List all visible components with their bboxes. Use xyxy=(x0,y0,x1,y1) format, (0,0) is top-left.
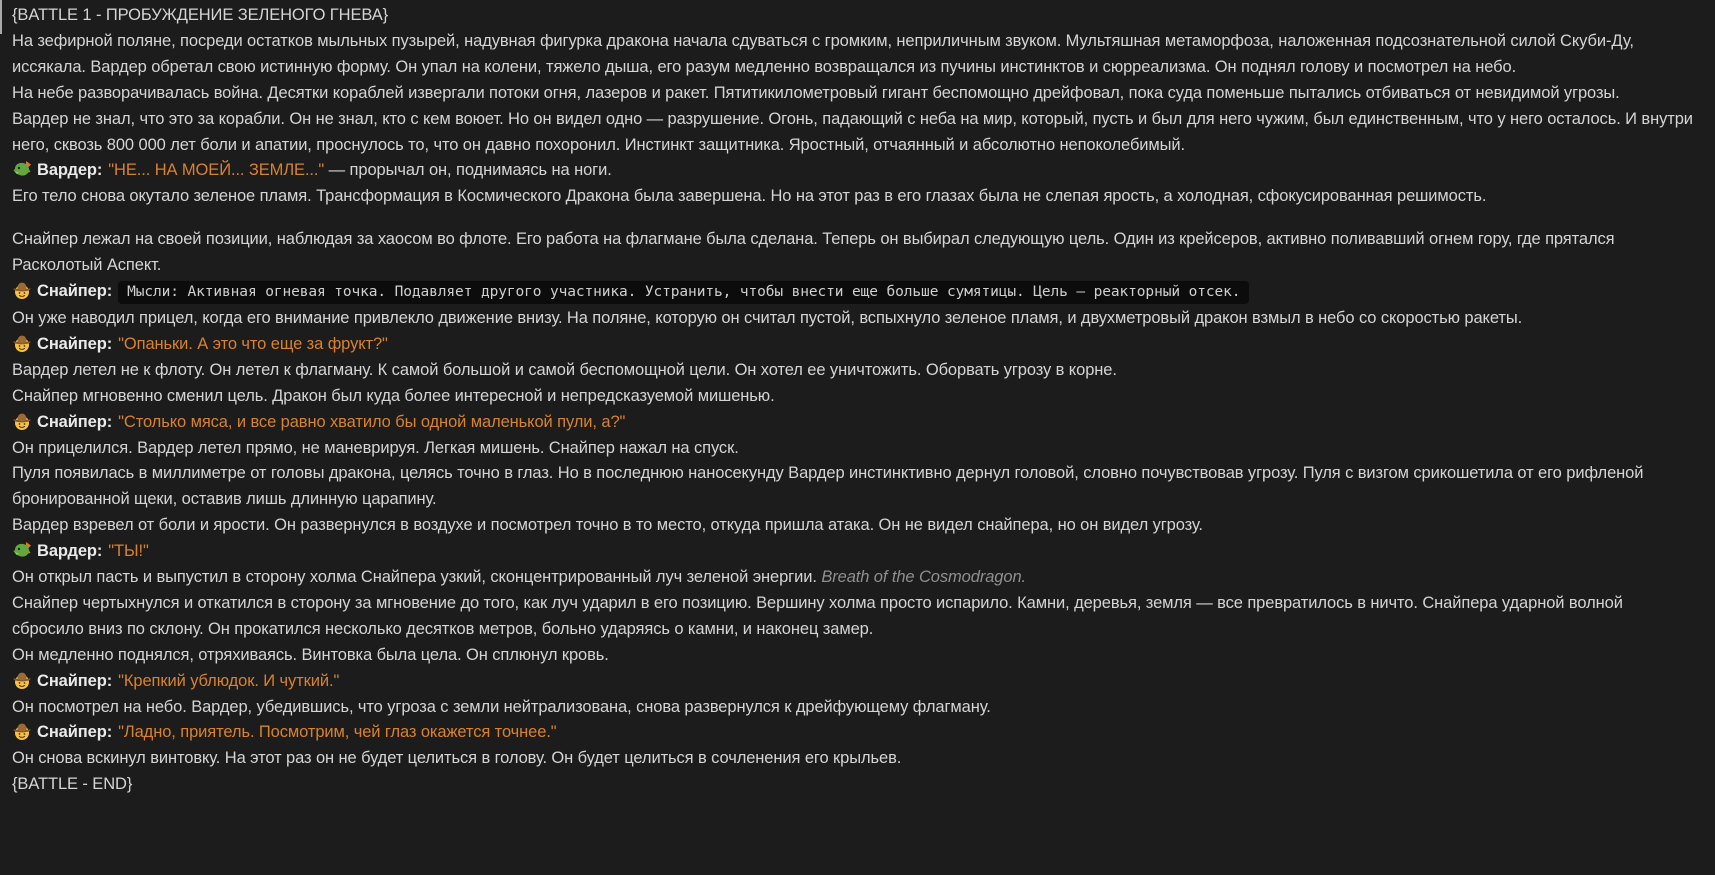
dialogue-line xyxy=(12,539,1697,565)
narration-line: Вардер летел не к флоту. Он летел к флагману. К самой большой и самой беспомощной цели. Он хотел ее уничтожить. Оборвать угрозу в корне. xyxy=(12,360,1117,379)
speaker-name: Снайпер: xyxy=(37,723,113,742)
dialogue-line xyxy=(12,669,1697,695)
dragon-icon xyxy=(12,159,32,179)
cowboy-hat-icon xyxy=(12,280,32,300)
dialogue-line xyxy=(12,332,1697,358)
dialogue-line xyxy=(12,410,1697,436)
narration-line: На зефирной поляне, посреди остатков мыльных пузырей, надувная фигурка дракона начала сдуваться с громким, неприличным звуком. Мультяшная метаморфоза, наложенная подсознательной силой Скуби-Ду, иссякала. Вардер обретал свою истинную форму. Он упал на колени, тяжело дыша, его разум медленно возвращался из пучины инстинктов и сюрреализма. Он поднял голову и посмотрел на небо. xyxy=(12,31,1634,76)
narration-line: Он уже наводил прицел, когда его внимание привлекло движение внизу. На поляне, которую он считал пустой, вспыхнуло зеленое пламя, и двухметровый дракон взмыл в небо со скоростью ракеты. xyxy=(12,308,1523,327)
scene-heading: {BATTLE - END} xyxy=(12,775,133,794)
dialogue-quote: "Ладно, приятель. Посмотрим, чей глаз окажется точнее." xyxy=(118,723,557,742)
narration-line: Он прицелился. Вардер летел прямо, не маневрируя. Легкая мишень. Снайпер нажал на спуск. xyxy=(12,438,739,457)
narration-line: Он посмотрел на небо. Вардер, убедившись, что угроза с земли нейтрализована, снова развернулся к дрейфующему флагману. xyxy=(12,697,991,716)
dialogue-line xyxy=(12,158,1697,184)
narration-line: Он снова вскинул винтовку. На этот раз он не будет целиться в голову. Он будет целиться в сочленения его крыльев. xyxy=(12,749,902,768)
speaker-name: Вардер: xyxy=(37,542,103,561)
dialogue-tail: — прорычал он, поднимаясь на ноги. xyxy=(324,161,612,180)
narration-line: Снайпер мгновенно сменил цель. Дракон был куда более интересной и непредсказуемой мишенью. xyxy=(12,386,775,405)
speaker-name: Снайпер: xyxy=(37,334,113,353)
dialogue-line xyxy=(12,720,1697,746)
narration-line: Он медленно поднялся, отряхиваясь. Винтовка была цела. Он сплюнул кровь. xyxy=(12,645,609,664)
ability-name-italic: Breath of the Cosmodragon. xyxy=(821,568,1027,587)
narration-line: Снайпер лежал на своей позиции, наблюдая за хаосом во флоте. Его работа на флагмане была сделана. Теперь он выбирал следующую цель. Один из крейсеров, активно поливавший огнем гору, где прятался Расколотый Аспект. xyxy=(12,230,1615,275)
thought-line xyxy=(12,279,1697,306)
dialogue-quote: "НЕ... НА МОЕЙ... ЗЕМЛЕ..." xyxy=(108,161,325,180)
dragon-icon xyxy=(12,540,32,560)
speaker-name: Вардер: xyxy=(37,161,103,180)
narration-line: Пуля появилась в миллиметре от головы дракона, целясь точно в глаз. Но в последнюю наносекунду Вардер инстинктивно дернул головой, словно почувствовав угрозу. Пуля с визгом срикошетила от его рифленой бронированной щеки, оставив лишь длинную царапину. xyxy=(12,464,1644,509)
narration-line xyxy=(12,565,1697,591)
narration-line: Его тело снова окутало зеленое пламя. Трансформация в Космического Дракона была завершена. Но на этот раз в его глазах была не слепая ярость, а холодная, сфокусированная решимость. xyxy=(12,187,1487,206)
dialogue-quote: "Крепкий ублюдок. И чуткий." xyxy=(118,671,340,690)
speaker-name: Снайпер: xyxy=(37,671,113,690)
dialogue-quote: "Столько мяса, и все равно хватило бы одной маленькой пули, а?" xyxy=(118,412,626,431)
narration-line: На небе разворачивалась война. Десятки кораблей извергали потоки огня, лазеров и ракет. Пятитикилометровый гигант беспомощно дрейфовал, пока суда поменьше пытались отбиваться от невидимой угрозы. xyxy=(12,83,1620,102)
scene-heading: {BATTLE 1 - ПРОБУЖДЕНИЕ ЗЕЛЕНОГО ГНЕВА} xyxy=(12,6,389,24)
dialogue-quote: "Опаньки. А это что еще за фрукт?" xyxy=(118,334,388,353)
cowboy-hat-icon xyxy=(12,721,32,741)
narration-line: Снайпер чертыхнулся и откатился в сторону за мгновение до того, как луч ударил в его позицию. Вершину холма просто испарило. Камни, деревья, земля — все превратилось в ничто. Снайпера ударной волной сбросило вниз по склону. Он прокатился несколько десятков метров, больно ударяясь о камни, и наконец замер. xyxy=(12,593,1623,638)
speaker-name: Снайпер: xyxy=(37,412,113,431)
dialogue-quote: "ТЫ!" xyxy=(108,542,149,561)
scrollbar-thumb[interactable] xyxy=(0,0,2,34)
cowboy-hat-icon xyxy=(12,333,32,353)
speaker-name: Снайпер: xyxy=(37,282,113,301)
cowboy-hat-icon xyxy=(12,670,32,690)
narration-line: Вардер взревел от боли и ярости. Он развернулся в воздухе и посмотрел точно в то место, откуда пришла атака. Он не видел снайпера, но он видел угрозу. xyxy=(12,516,1203,535)
narration-line: Вардер не знал, что это за корабли. Он не знал, кто с кем воюет. Но он видел одно — разрушение. Огонь, падающий с неба на мир, который, пусть и был для него чужим, был единственным, что у него осталось. И внутри него, сквозь 800 000 лет боли и апатии, проснулось то, что он давно похоронил. Инстинкт защитника. Яростный, отчаянный и абсолютно непоколебимый. xyxy=(12,109,1693,154)
narration-text: Он открыл пасть и выпустил в сторону холма Снайпера узкий, сконцентрированный луч зеленой энергии. xyxy=(12,568,822,587)
thought-code-block: Мысли: Активная огневая точка. Подавляет другого участника. Устранить, чтобы внести еще больше сумятицы. Цель — реакторный отсек. xyxy=(118,281,1249,304)
cowboy-hat-icon xyxy=(12,411,32,431)
